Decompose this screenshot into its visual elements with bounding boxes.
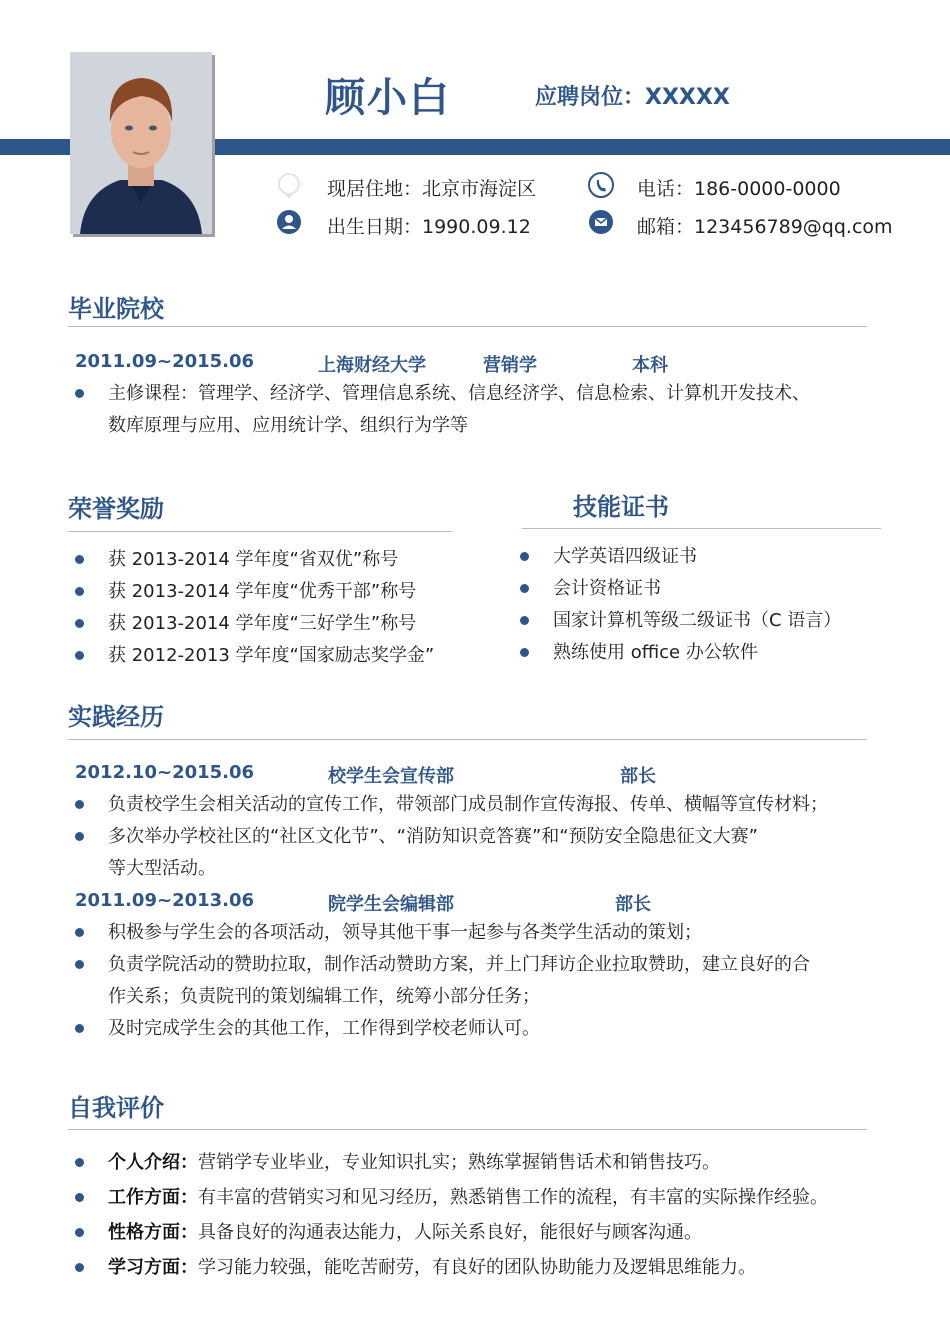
list-item-continued: 等大型活动。 (108, 858, 216, 879)
list-item: 工作方面：有丰富的营销实习和见习经历，熟悉销售工作的流程，有丰富的实际操作经验。 (108, 1182, 828, 1214)
education-major: 营销学 (483, 355, 537, 376)
divider (522, 528, 881, 529)
section-title-education: 毕业院校 (68, 295, 164, 323)
phone-text: 电话：186-0000-0000 (637, 178, 841, 200)
location-icon (276, 172, 302, 198)
list-item: 大学英语四级证书 (553, 541, 697, 573)
list-item: 负责校学生会相关活动的宣传工作，带领部门成员制作宣传海报、传单、横幅等宣传材料； (108, 789, 828, 821)
divider (68, 739, 867, 740)
list-item: 获 2013-2014 学年度“优秀干部”称号 (108, 576, 416, 608)
list-item: 获 2013-2014 学年度“三好学生”称号 (108, 608, 416, 640)
education-degree: 本科 (632, 355, 668, 376)
birth-text: 出生日期：1990.09.12 (327, 216, 531, 238)
phone-icon (588, 172, 614, 198)
list-item-continued: 数库原理与应用、应用统计学、组织行为学等 (108, 415, 468, 436)
person-icon (276, 209, 302, 235)
email-icon (588, 209, 614, 235)
list-item: 获 2012-2013 学年度“国家励志奖学金” (108, 640, 434, 672)
list-item: 负责学院活动的赞助拉取，制作活动赞助方案，并上门拜访企业拉取赞助，建立良好的合 (108, 949, 810, 981)
list-item: 学习方面：学习能力较强，能吃苦耐劳，有良好的团队协助能力及逻辑思维能力。 (108, 1252, 756, 1284)
divider (68, 531, 452, 532)
section-title-skills: 技能证书 (573, 493, 669, 521)
divider (68, 1129, 867, 1130)
list-item: 及时完成学生会的其他工作，工作得到学校老师认可。 (108, 1013, 540, 1045)
candidate-name: 顾小白 (325, 75, 451, 121)
education-school: 上海财经大学 (318, 355, 426, 376)
section-title-practice: 实践经历 (68, 703, 164, 731)
list-item: 多次举办学校社区的“社区文化节”、“消防知识竞答赛”和“预防安全隐患征文大赛” (108, 821, 758, 853)
job-org: 校学生会宣传部 (328, 766, 454, 787)
email-text: 邮箱：123456789@qq.com (637, 216, 893, 238)
job-role: 部长 (615, 894, 651, 915)
section-title-self: 自我评价 (68, 1094, 164, 1122)
job-org: 院学生会编辑部 (328, 894, 454, 915)
list-item: 会计资格证书 (553, 573, 661, 605)
profile-photo (70, 52, 212, 234)
list-item: 主修课程：管理学、经济学、管理信息系统、信息经济学、信息检索、计算机开发技术、 (108, 378, 810, 410)
education-date: 2011.09~2015.06 (75, 351, 255, 372)
section-title-honors: 荣誉奖励 (68, 495, 164, 523)
list-item-continued: 作关系；负责院刊的策划编辑工作，统筹小部分任务； (108, 986, 540, 1007)
list-item: 积极参与学生会的各项活动，领导其他干事一起参与各类学生活动的策划； (108, 917, 702, 949)
list-item: 获 2013-2014 学年度“省双优”称号 (108, 544, 398, 576)
list-item: 国家计算机等级二级证书（C 语言） (553, 605, 841, 637)
job-role: 部长 (620, 766, 656, 787)
address-text: 现居住地：北京市海淀区 (327, 178, 537, 200)
list-item: 性格方面：具备良好的沟通表达能力，人际关系良好，能很好与顾客沟通。 (108, 1217, 702, 1249)
list-item: 个人介绍：营销学专业毕业，专业知识扎实；熟练掌握销售话术和销售技巧。 (108, 1147, 720, 1179)
job-date: 2011.09~2013.06 (75, 890, 255, 911)
list-item: 熟练使用 office 办公软件 (553, 637, 758, 669)
job-date: 2012.10~2015.06 (75, 762, 255, 783)
divider (68, 326, 867, 327)
target-position: 应聘岗位：XXXXX (535, 85, 730, 110)
